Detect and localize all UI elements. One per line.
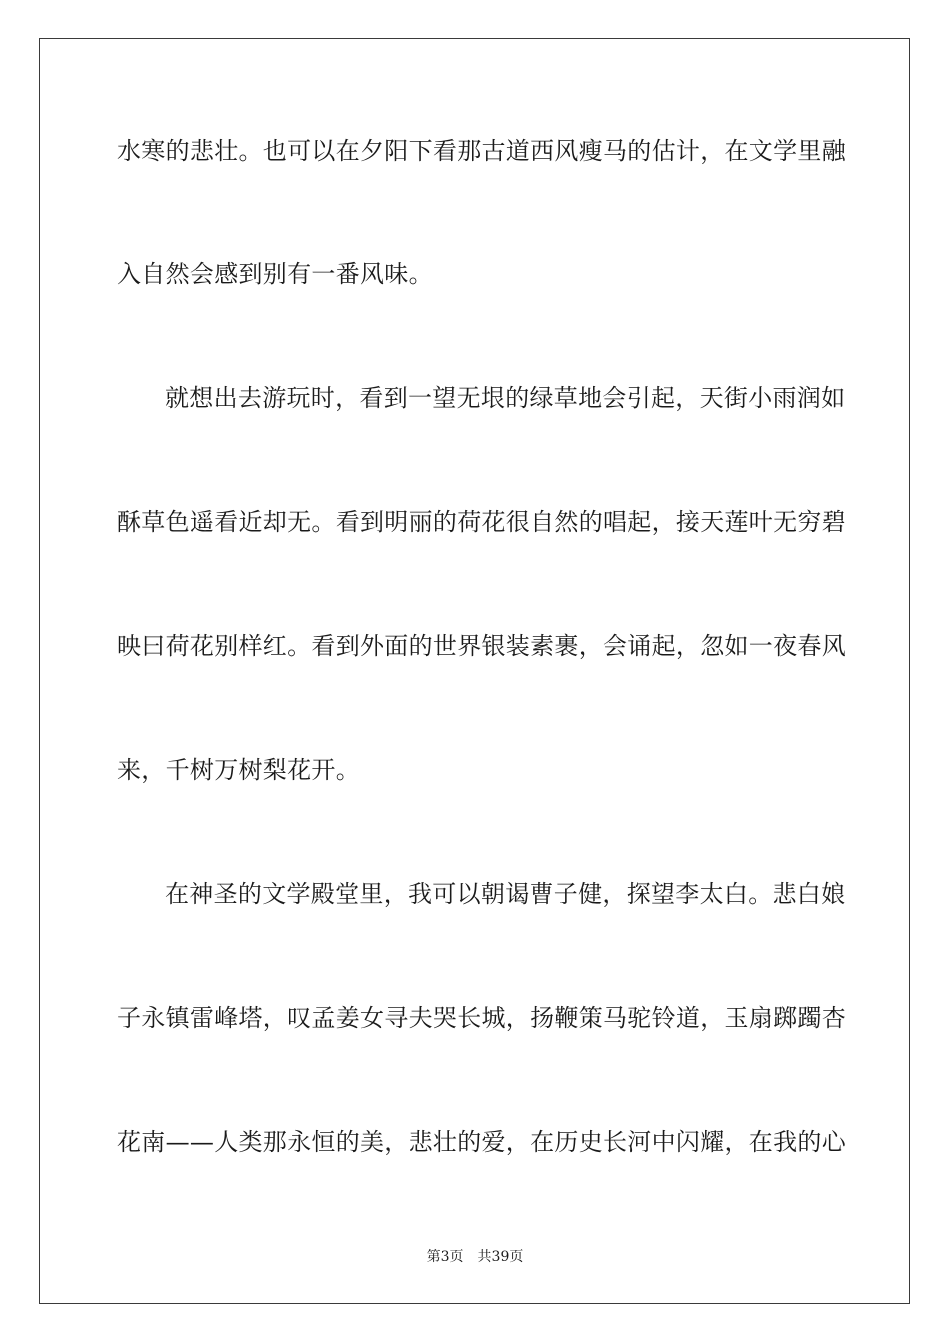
- text-line: 水寒的悲壮。也可以在夕阳下看那古道西风瘦马的估计，在文学里融: [117, 137, 846, 165]
- text-line: 入自然会感到别有一番风味。: [117, 260, 433, 288]
- text-line: 花南——人类那永恒的美，悲壮的爱，在历史长河中闪耀，在我的心: [117, 1128, 846, 1156]
- page-border: [39, 38, 910, 1304]
- text-line: 就想出去游玩时，看到一望无垠的绿草地会引起，天街小雨润如: [165, 384, 846, 412]
- text-line: 在神圣的文学殿堂里，我可以朝谒曹子健，探望李太白。悲白娘: [165, 880, 846, 908]
- text-line: 映曰荷花别样红。看到外面的世界银装素裹，会诵起，忽如一夜春风: [117, 632, 846, 660]
- page-number: 第3页: [426, 1249, 464, 1265]
- page-footer: [0, 1246, 950, 1266]
- text-line: 子永镇雷峰塔，叹孟姜女寻夫哭长城，扬鞭策马驼铃道，玉扇踯躅杏: [117, 1004, 846, 1032]
- text-line: 来，千树万树梨花开。: [117, 756, 360, 784]
- page-total: 共39页: [477, 1249, 524, 1265]
- text-line: 酥草色遥看近却无。看到明丽的荷花很自然的唱起，接天莲叶无穷碧: [117, 508, 846, 536]
